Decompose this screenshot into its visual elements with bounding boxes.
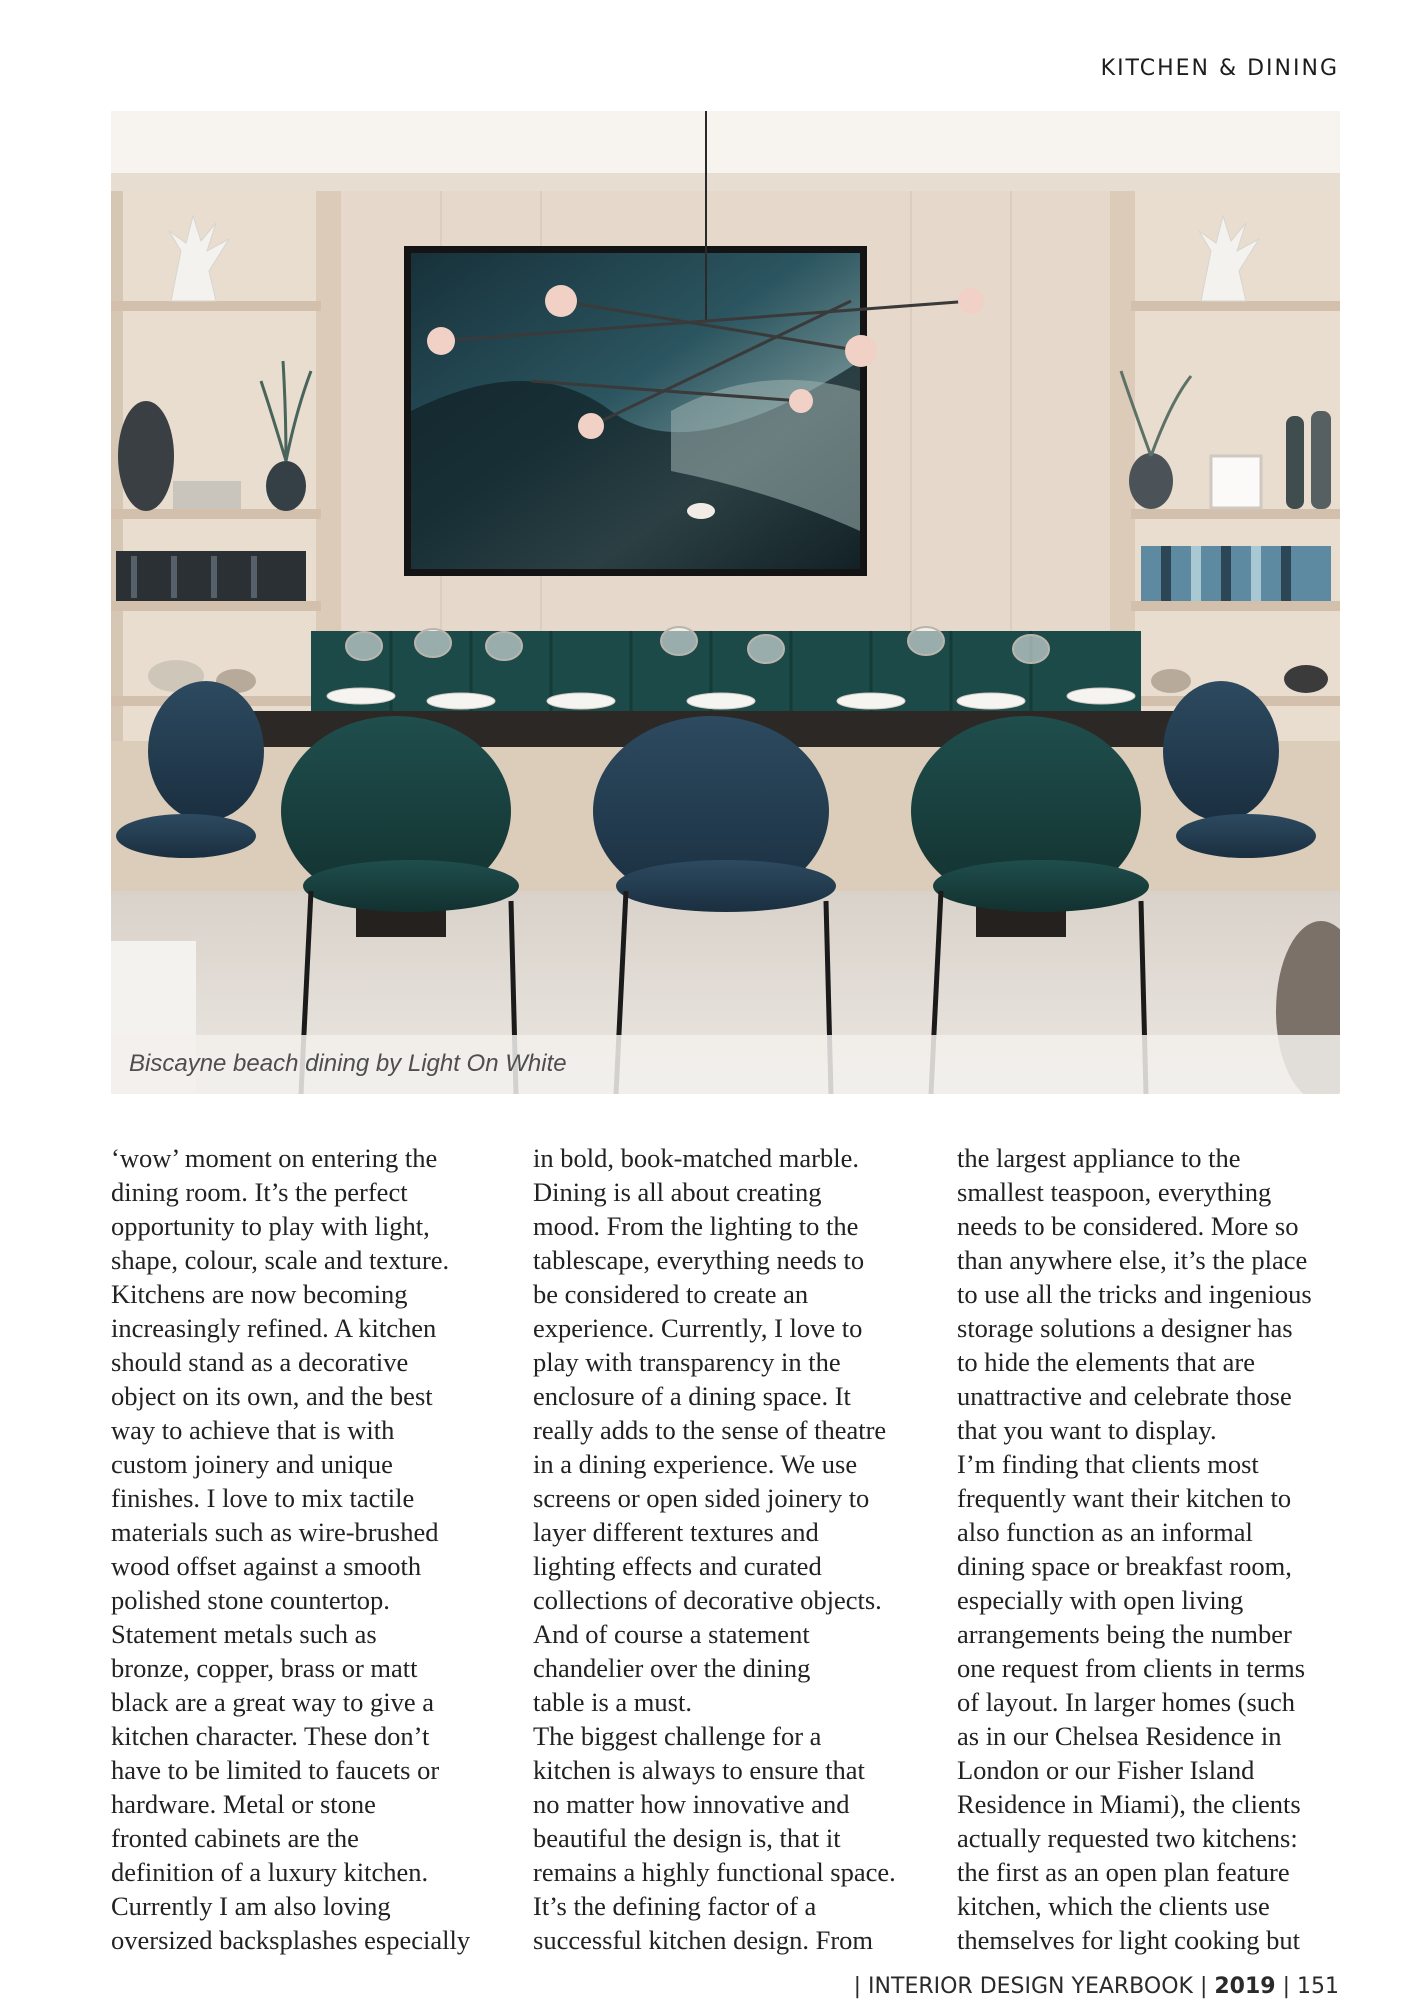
text-line: experience. Currently, I love to: [533, 1313, 863, 1343]
text-line: London or our Fisher Island: [957, 1755, 1255, 1785]
text-line: no matter how innovative and: [533, 1789, 850, 1819]
text-line: definition of a luxury kitchen.: [111, 1857, 429, 1887]
text-line: The biggest challenge for a: [533, 1721, 822, 1751]
text-line: Dining is all about creating: [533, 1177, 822, 1207]
page-number: | 151: [1282, 1974, 1339, 1999]
caption-bar: [111, 1035, 1340, 1094]
text-line: fronted cabinets are the: [111, 1823, 359, 1853]
text-line: successful kitchen design. From: [533, 1925, 874, 1955]
text-line: Residence in Miami), the clients: [957, 1789, 1301, 1819]
text-line: shape, colour, scale and texture.: [111, 1245, 450, 1275]
publication-name: | INTERIOR DESIGN YEARBOOK |: [853, 1974, 1208, 1999]
text-line: Kitchens are now becoming: [111, 1279, 408, 1309]
text-line: custom joinery and unique: [111, 1449, 393, 1479]
text-line: materials such as wire-brushed: [111, 1517, 439, 1547]
text-line: also function as an informal: [957, 1517, 1253, 1547]
text-line: finishes. I love to mix tactile: [111, 1483, 415, 1513]
text-line: themselves for light cooking but: [957, 1925, 1300, 1955]
text-line: increasingly refined. A kitchen: [111, 1313, 437, 1343]
text-line: kitchen, which the clients use: [957, 1891, 1270, 1921]
text-column-3: [957, 1141, 1357, 1957]
text-line: layer different textures and: [533, 1517, 819, 1547]
text-line: bronze, copper, brass or matt: [111, 1653, 418, 1683]
text-line: remains a highly functional space.: [533, 1857, 896, 1887]
text-line: needs to be considered. More so: [957, 1211, 1299, 1241]
section-header: KITCHEN & DINING: [1100, 56, 1339, 81]
text-line: really adds to the sense of theatre: [533, 1415, 887, 1445]
text-line: collections of decorative objects.: [533, 1585, 882, 1615]
text-column-2: [533, 1141, 933, 1957]
text-line: mood. From the lighting to the: [533, 1211, 859, 1241]
text-line: opportunity to play with light,: [111, 1211, 430, 1241]
text-line: to hide the elements that are: [957, 1347, 1256, 1377]
text-line: tablescape, everything needs to: [533, 1245, 865, 1275]
text-line: arrangements being the number: [957, 1619, 1292, 1649]
text-line: Currently I am also loving: [111, 1891, 391, 1921]
text-line: as in our Chelsea Residence in: [957, 1721, 1282, 1751]
text-column-1: [111, 1141, 511, 1957]
text-line: kitchen character. These don’t: [111, 1721, 430, 1751]
text-line: oversized backsplashes especially: [111, 1925, 471, 1955]
text-line: beautiful the design is, that it: [533, 1823, 841, 1853]
text-line: in bold, book-matched marble.: [533, 1143, 860, 1173]
text-line: should stand as a decorative: [111, 1347, 409, 1377]
text-line: hardware. Metal or stone: [111, 1789, 376, 1819]
dining-room-illustration: [111, 111, 1340, 1094]
text-line: to use all the tricks and ingenious: [957, 1279, 1312, 1309]
hero-photo: [111, 111, 1340, 1094]
text-line: especially with open living: [957, 1585, 1244, 1615]
text-line: play with transparency in the: [533, 1347, 841, 1377]
text-line: chandelier over the dining: [533, 1653, 811, 1683]
text-line: screens or open sided joinery to: [533, 1483, 870, 1513]
text-line: the largest appliance to the: [957, 1143, 1241, 1173]
text-line: polished stone countertop.: [111, 1585, 390, 1615]
text-line: the first as an open plan feature: [957, 1857, 1290, 1887]
text-line: And of course a statement: [533, 1619, 810, 1649]
text-line: that you want to display.: [957, 1415, 1217, 1445]
page-footer: [854, 1974, 1339, 1999]
text-line: It’s the defining factor of a: [533, 1891, 817, 1921]
text-line: wood offset against a smooth: [111, 1551, 422, 1581]
text-line: one request from clients in terms: [957, 1653, 1306, 1683]
text-line: have to be limited to faucets or: [111, 1755, 440, 1785]
text-line: than anywhere else, it’s the place: [957, 1245, 1308, 1275]
text-line: kitchen is always to ensure that: [533, 1755, 865, 1785]
text-line: black are a great way to give a: [111, 1687, 434, 1717]
text-line: dining space or breakfast room,: [957, 1551, 1292, 1581]
text-line: unattractive and celebrate those: [957, 1381, 1292, 1411]
text-line: of layout. In larger homes (such: [957, 1687, 1296, 1717]
text-line: ‘wow’ moment on entering the: [111, 1143, 438, 1173]
text-line: in a dining experience. We use: [533, 1449, 858, 1479]
text-line: actually requested two kitchens:: [957, 1823, 1298, 1853]
photo-caption: Biscayne beach dining by Light On White: [129, 1050, 567, 1077]
text-line: smallest teaspoon, everything: [957, 1177, 1272, 1207]
text-line: enclosure of a dining space. It: [533, 1381, 851, 1411]
text-line: Statement metals such as: [111, 1619, 377, 1649]
text-line: dining room. It’s the perfect: [111, 1177, 408, 1207]
text-line: I’m finding that clients most: [957, 1449, 1259, 1479]
text-line: frequently want their kitchen to: [957, 1483, 1292, 1513]
text-line: way to achieve that is with: [111, 1415, 395, 1445]
text-line: be considered to create an: [533, 1279, 809, 1309]
publication-year: 2019: [1214, 1974, 1276, 1999]
text-line: object on its own, and the best: [111, 1381, 433, 1411]
text-line: storage solutions a designer has: [957, 1313, 1293, 1343]
text-line: lighting effects and curated: [533, 1551, 822, 1581]
text-line: table is a must.: [533, 1687, 692, 1717]
